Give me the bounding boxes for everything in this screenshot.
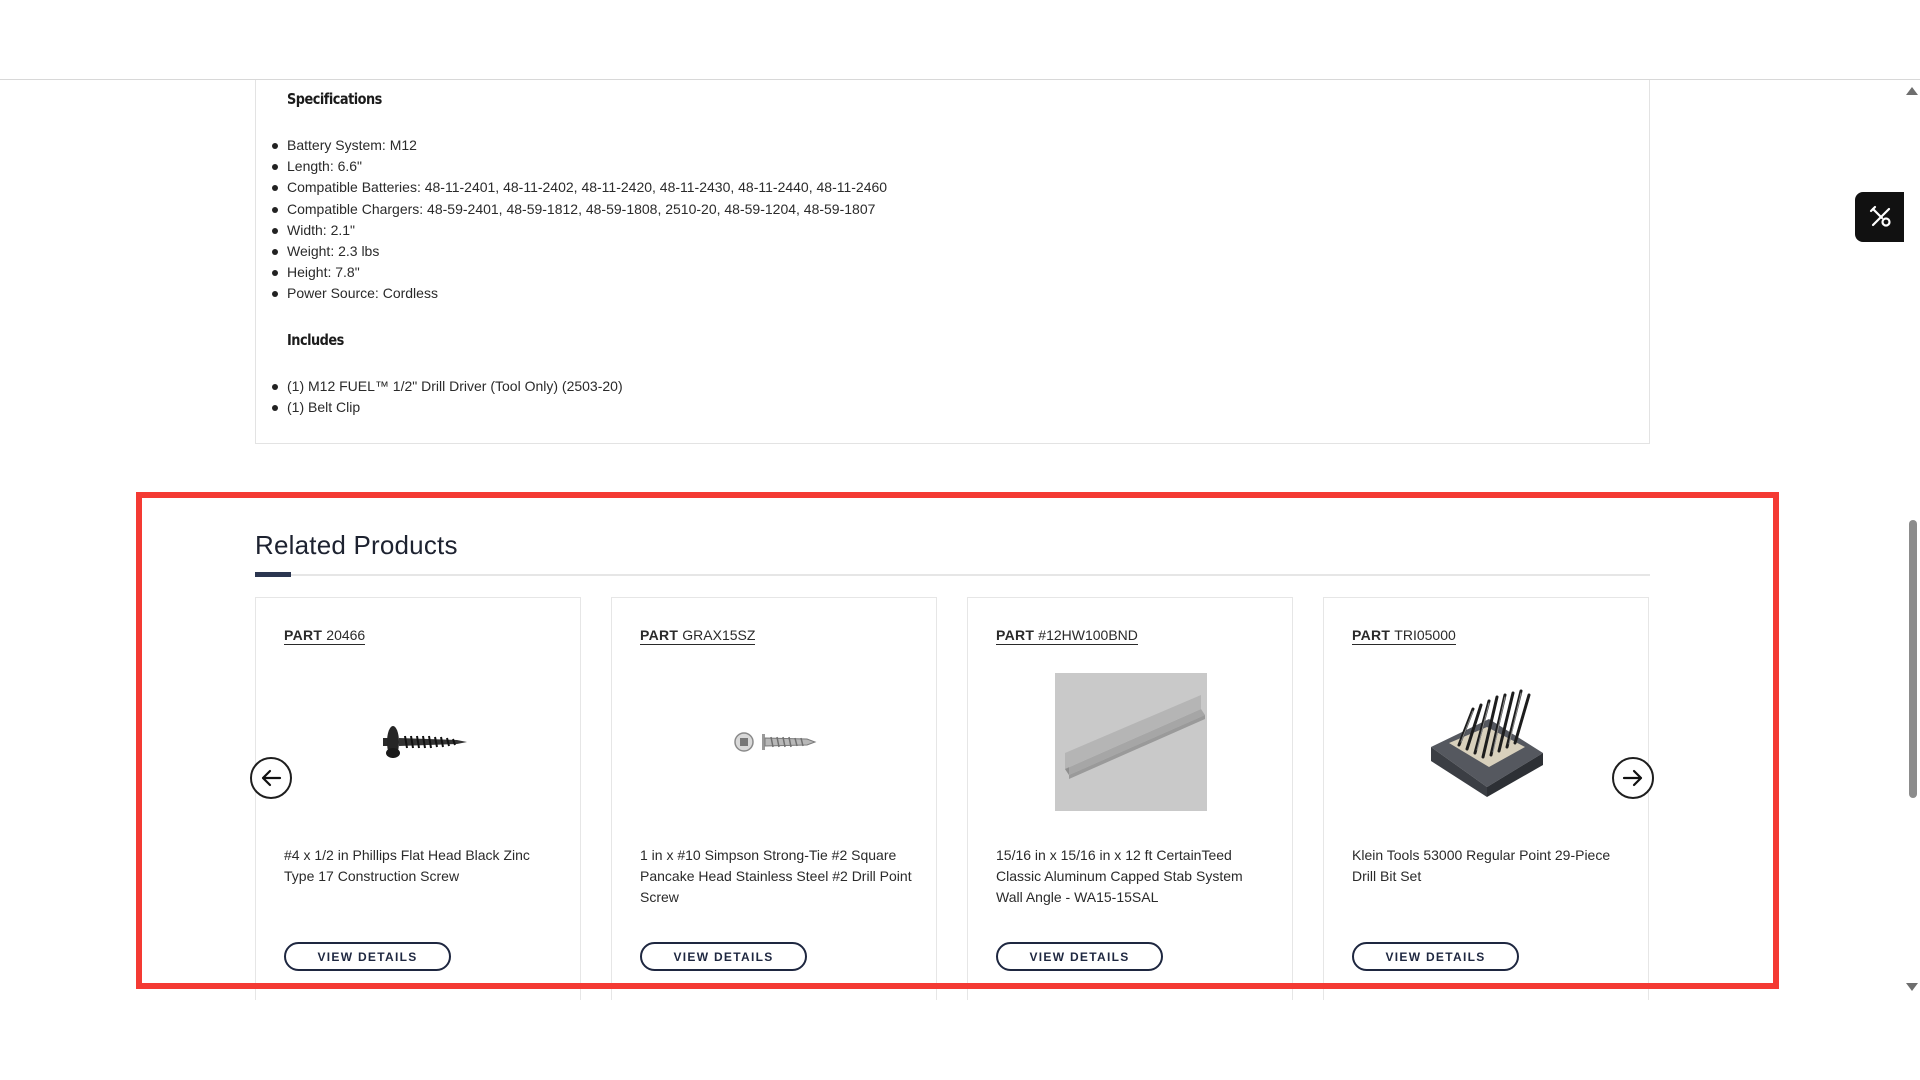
part-label: PART — [640, 627, 679, 643]
related-products-section — [0, 500, 1920, 1000]
view-details-button[interactable]: VIEW DETAILS — [640, 942, 807, 971]
title-divider — [255, 574, 1650, 576]
carousel-next-button[interactable] — [1612, 757, 1654, 799]
related-products-title: Related Products — [255, 530, 458, 560]
specifications-list — [287, 135, 887, 305]
part-number: 20466 — [326, 627, 366, 643]
product-details-panel — [255, 80, 1650, 444]
stainless-screw-image[interactable] — [695, 672, 855, 812]
part-number-link[interactable] — [640, 627, 755, 645]
top-bar — [0, 0, 1920, 80]
include-item: (1) Belt Clip — [287, 397, 623, 418]
product-card — [1323, 597, 1649, 1000]
spec-item: Battery System: M12 — [287, 135, 887, 156]
specifications-heading: Specifications — [287, 90, 382, 108]
part-number: #12HW100BND — [1038, 627, 1138, 643]
spec-item: Length: 6.6" — [287, 156, 887, 177]
spec-item: Compatible Batteries: 48-11-2401, 48-11-2402, 48-11-2420, 48-11-2430, 48-11-2440, 48-11-2460 — [287, 177, 887, 198]
includes-heading: Includes — [287, 331, 344, 349]
spec-item: Compatible Chargers: 48-59-2401, 48-59-1812, 48-59-1808, 2510-20, 48-59-1204, 48-59-1807 — [287, 199, 887, 220]
scroll-up-arrow-icon[interactable] — [1906, 87, 1918, 95]
view-details-button[interactable]: VIEW DETAILS — [1352, 942, 1519, 971]
product-card — [967, 597, 1293, 1000]
spec-item: Width: 2.1" — [287, 220, 887, 241]
part-number-link[interactable] — [996, 627, 1138, 645]
include-item: (1) M12 FUEL™ 1/2" Drill Driver (Tool Only) (2503-20) — [287, 376, 623, 397]
part-label: PART — [1352, 627, 1391, 643]
product-card — [611, 597, 937, 1000]
part-number: TRI05000 — [1394, 627, 1456, 643]
view-details-button[interactable]: VIEW DETAILS — [284, 942, 451, 971]
product-card — [255, 597, 581, 1000]
includes-list — [287, 376, 623, 418]
part-number: GRAX15SZ — [682, 627, 756, 643]
drill-bit-set-image[interactable] — [1407, 672, 1567, 812]
carousel-prev-button[interactable] — [250, 757, 292, 799]
product-name[interactable]: #4 x 1/2 in Phillips Flat Head Black Zinc Type 17 Construction Screw — [284, 847, 530, 884]
arrow-right-icon — [1622, 767, 1644, 789]
view-details-button[interactable]: VIEW DETAILS — [996, 942, 1163, 971]
part-number-link[interactable] — [1352, 627, 1456, 645]
product-name[interactable]: 15/16 in x 15/16 in x 12 ft CertainTeed Classic Aluminum Capped Stab System Wall Angle - WA15-15SAL — [996, 847, 1243, 905]
title-accent-bar — [255, 572, 291, 577]
black-screw-image[interactable] — [339, 672, 499, 812]
scroll-down-arrow-icon[interactable] — [1906, 983, 1918, 991]
scissors-wrench-icon — [1868, 204, 1894, 230]
spec-item: Weight: 2.3 lbs — [287, 241, 887, 262]
spec-item: Power Source: Cordless — [287, 283, 887, 304]
floating-tool-button[interactable] — [1855, 192, 1907, 242]
scrollbar-thumb[interactable] — [1909, 520, 1917, 798]
arrow-left-icon — [260, 767, 282, 789]
wall-angle-image[interactable] — [1051, 672, 1211, 812]
part-label: PART — [284, 627, 323, 643]
product-name[interactable]: 1 in x #10 Simpson Strong-Tie #2 Square Pancake Head Stainless Steel #2 Drill Point Screw — [640, 847, 912, 905]
spec-item: Height: 7.8" — [287, 262, 887, 283]
product-name[interactable]: Klein Tools 53000 Regular Point 29-Piece Drill Bit Set — [1352, 847, 1611, 884]
part-label: PART — [996, 627, 1035, 643]
part-number-link[interactable] — [284, 627, 365, 645]
